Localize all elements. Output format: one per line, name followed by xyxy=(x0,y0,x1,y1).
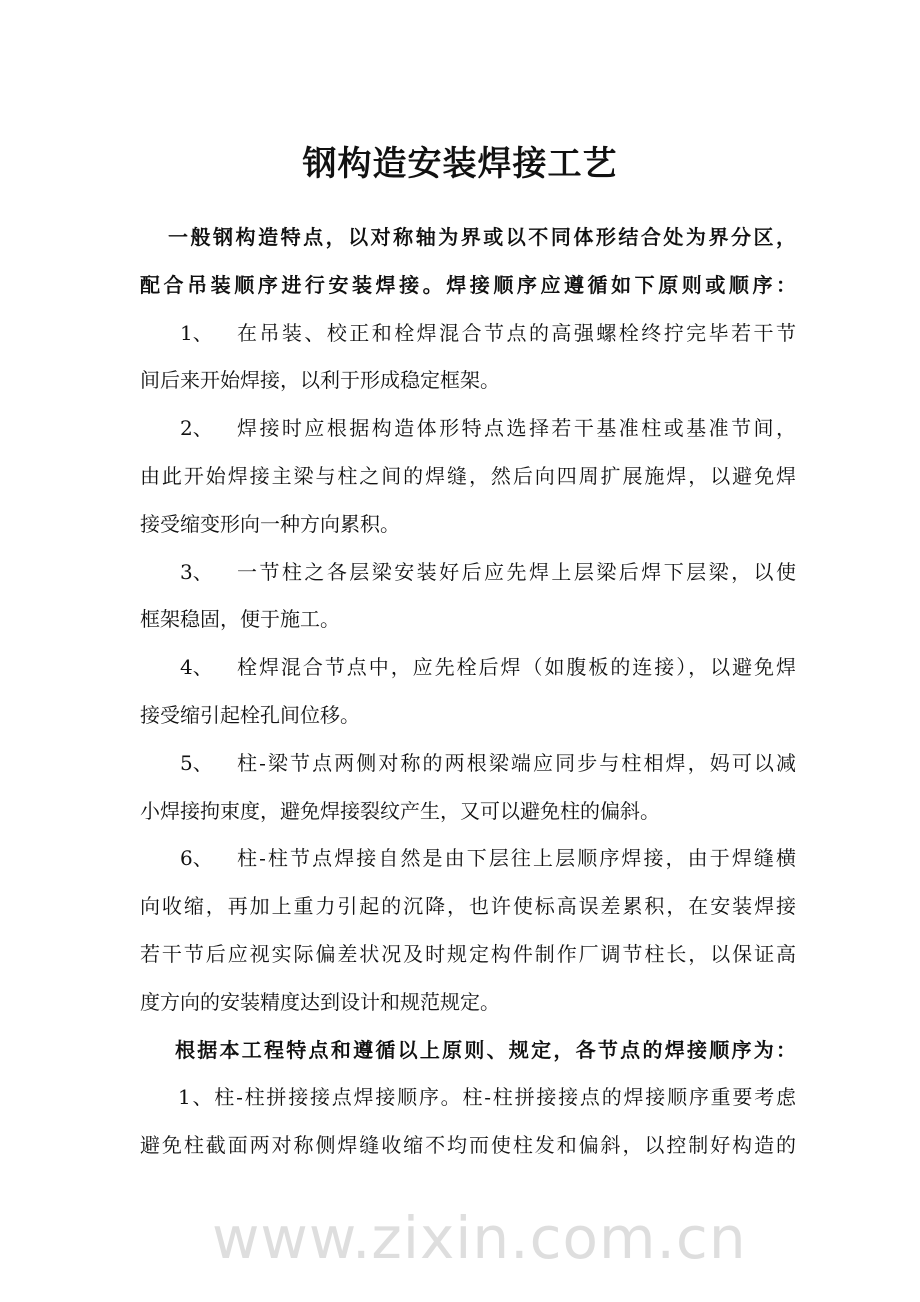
item-line: 向收缩，再加上重力引起的沉降，也许使标高误差累积，在安装焊接 xyxy=(140,894,796,919)
item-text: 一节柱之各层梁安装好后应先焊上层梁后焊下层梁，以使 xyxy=(237,559,796,584)
list-item-5 xyxy=(140,740,796,788)
list-item-4 xyxy=(140,644,796,692)
item-number: 6、 xyxy=(180,846,213,871)
sequence-line: 1、柱-柱拼接接点焊接顺序。柱-柱拼接接点的焊接顺序重要考虑 xyxy=(178,1085,796,1110)
list-item-2 xyxy=(140,405,796,453)
item-number: 1、 xyxy=(180,320,213,345)
item-line: 接受缩引起栓孔间位移。 xyxy=(140,702,360,727)
intro-line: 一般钢构造特点，以对称轴为界或以不同体形结合处为界分区， xyxy=(168,225,796,249)
item-number: 2、 xyxy=(180,416,213,441)
item-line: 框架稳固，便于施工。 xyxy=(140,607,340,632)
item-line: 由此开始焊接主梁与柱之间的焊缝，然后向四周扩展施焊，以避免焊 xyxy=(140,463,796,488)
item-text: 焊接时应根据构造体形特点选择若干基准柱或基准节间， xyxy=(237,416,796,441)
item-number: 5、 xyxy=(180,750,213,775)
item-line: 间后来开始焊接，以利于形成稳定框架。 xyxy=(140,368,500,393)
intro-line: 配合吊装顺序进行安装焊接。焊接顺序应遵循如下原则或顺序： xyxy=(140,272,796,297)
item-line: 度方向的安装精度达到设计和规范规定。 xyxy=(140,989,500,1014)
item-text: 柱-柱节点焊接自然是由下层往上层顺序焊接，由于焊缝横 xyxy=(237,846,796,871)
list-item-3 xyxy=(140,549,796,597)
item-text: 在吊装、校正和栓焊混合节点的高强螺栓终拧完毕若干节 xyxy=(237,320,796,345)
item-number: 3、 xyxy=(180,559,213,584)
list-item-6 xyxy=(140,835,796,883)
item-line: 小焊接拘束度，避免焊接裂纹产生，又可以避免柱的偏斜。 xyxy=(140,798,660,823)
item-line: 若干节后应视实际偏差状况及时规定构件制作厂调节柱长，以保证高 xyxy=(140,941,796,966)
summary-line: 根据本工程特点和遵循以上原则、规定，各节点的焊接顺序为： xyxy=(175,1037,796,1062)
item-number: 4、 xyxy=(180,655,213,680)
item-line: 接受缩变形向一种方向累积。 xyxy=(140,511,400,536)
item-text: 柱-梁节点两侧对称的两根梁端应同步与柱相焊，妈可以减 xyxy=(237,750,796,775)
document-body xyxy=(140,214,796,1170)
watermark: www.zixin.com.cn xyxy=(212,1204,747,1272)
item-text: 栓焊混合节点中，应先栓后焊（如腹板的连接），以避免焊 xyxy=(237,655,796,680)
list-item-1 xyxy=(140,310,796,358)
sequence-line: 避免柱截面两对称侧焊缝收缩不均而使柱发和偏斜，以控制好构造的 xyxy=(140,1133,796,1158)
document-title: 钢构造安装焊接工艺 xyxy=(302,144,618,184)
